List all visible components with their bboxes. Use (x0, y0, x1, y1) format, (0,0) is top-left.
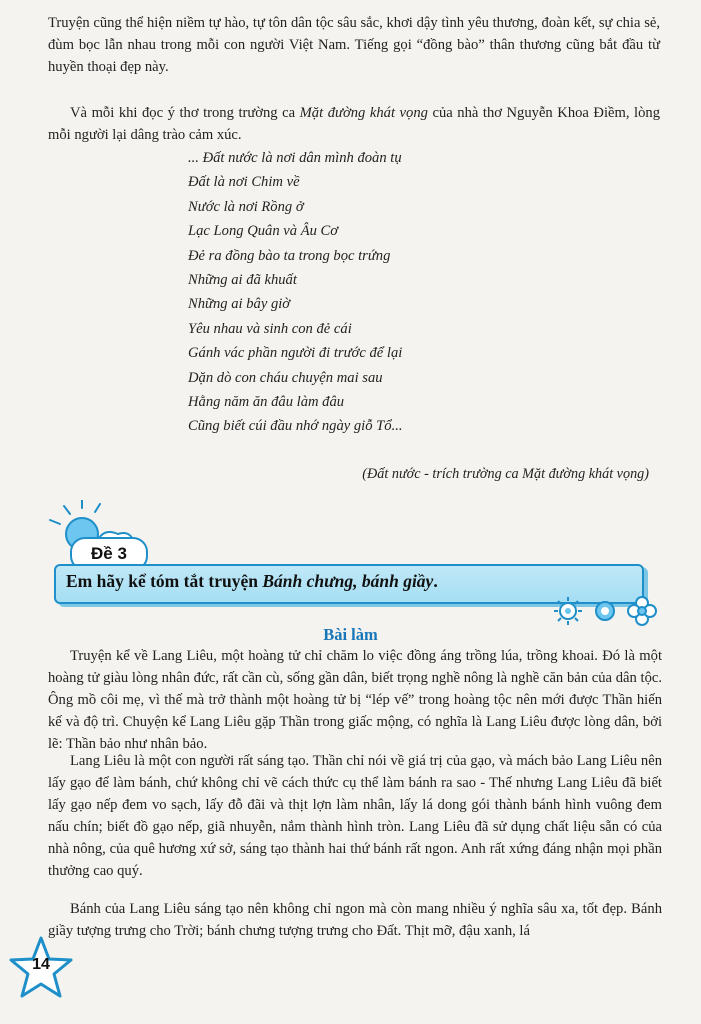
source-prefix: (Đất nước - (362, 466, 433, 482)
intro-paragraph-2-end: của nhà thơ Nguyễn Khoa Điềm, lòng mỗi người lại dâng trào cảm xúc. (48, 105, 660, 143)
poem-line: Những ai đã khuất (188, 272, 297, 289)
exercise-block (40, 500, 660, 630)
story-title: Bánh chưng, bánh giầy (262, 571, 434, 591)
answer-heading: Bài làm (323, 625, 378, 644)
answer-paragraph-3: Bánh của Lang Liêu sáng tạo nên không chỉ ngon mà còn mang nhiều ý nghĩa sâu xa, tốt đẹp. Bánh giầy tượng trưng cho Trời; bánh chưng tượng trưng cho Đất. Thịt mỡ, đậu xanh, lá (48, 901, 662, 939)
poem-line: Hằng năm ăn đâu làm đâu (188, 394, 345, 411)
poem-line: Lạc Long Quân và Âu Cơ (188, 223, 339, 240)
source-middle: trích trường ca (432, 466, 523, 482)
exercise-title-end: . (433, 571, 438, 591)
poem-line: Đẻ ra đồng bào ta trong bọc trứng (188, 247, 391, 264)
poem-excerpt (188, 146, 403, 439)
poem-line: Nước là nơi Rồng ở (188, 198, 304, 215)
source-suffix: ) (644, 466, 649, 482)
exercise-label: Đề 3 (70, 537, 148, 571)
exercise-title (66, 571, 438, 592)
source-title: Mặt đường khát vọng (522, 466, 645, 482)
epic-title: Mặt đường khát vọng (299, 105, 428, 121)
poem-line: Đất là nơi Chim về (188, 174, 300, 191)
poem-line: ... Đất nước là nơi dân mình đoàn tụ (188, 150, 402, 166)
answer-paragraph-1: Truyện kể về Lang Liêu, một hoàng tử chỉ chăm lo việc đồng áng trồng lúa, trồng khoai. Đó là một hoàng tử giàu lòng nhân đức, rất cần cù, sống gần dân, biết trọng nghề nông là nghề căn bản của dân tộc. Ông mồ côi mẹ, vì thế mà trở thành một hoàng tử bị “lép vế” trong hoàng tộc nên mới được Thần hiến kế và độ trì. Chuyện kể Lang Liêu gặp Thần trong giấc mộng, có nghĩa là Lang Liêu được lòng dân, bởi lẽ: Thần bảo như nhân bảo. (48, 648, 662, 752)
page-number: 14 (32, 956, 50, 973)
answer-paragraph-2: Lang Liêu là một con người rất sáng tạo. Thần chỉ nói về giá trị của gạo, và mách bảo Lang Liêu nên lấy gạo để làm bánh, chứ không chỉ vẽ cách thức cụ thể làm bánh ra sao - Thế nhưng Lang Liêu đã biết lấy gạo nếp đem vo sạch, lấy đỗ đãi và thịt lợn làm nhân, lấy lá dong gói thành bánh hình vuông đem nấu chín; biết đồ gạo nếp, giã nhuyễn, nắm thành hình tròn. Lang Liêu đã sử dụng chất liệu sẵn có của nhà nông, của quê hương xứ sở, sáng tạo thành hai thứ bánh rất ngon. Anh rất xứng đáng nhận mọi phần thưởng cao quý. (48, 753, 662, 879)
intro-paragraph-1: Truyện cũng thể hiện niềm tự hào, tự tôn dân tộc sâu sắc, khơi dậy tình yêu thương, đoàn kết, sự chia sẻ, đùm bọc lẫn nhau trong mỗi con người Việt Nam. Tiếng gọi “đồng bào” thân thương cũng bắt đầu từ huyền thoại đẹp này. (48, 15, 660, 75)
poem-line: Yêu nhau và sinh con đẻ cái (188, 320, 352, 337)
poem-line: Những ai bây giờ (188, 296, 291, 313)
poem-line: Gánh vác phần người đi trước để lại (188, 345, 403, 362)
flower-decoration-icon (550, 596, 660, 626)
poem-source (362, 466, 649, 483)
intro-paragraph-2 (48, 102, 660, 146)
intro-paragraph-2-start: Và mỗi khi đọc ý thơ trong trường ca (70, 105, 300, 121)
poem-line: Dặn dò con cháu chuyện mai sau (188, 369, 383, 386)
poem-line: Cũng biết cúi đầu nhớ ngày giỗ Tổ... (188, 418, 403, 435)
exercise-title-start: Em hãy kể tóm tắt truyện (66, 571, 263, 591)
